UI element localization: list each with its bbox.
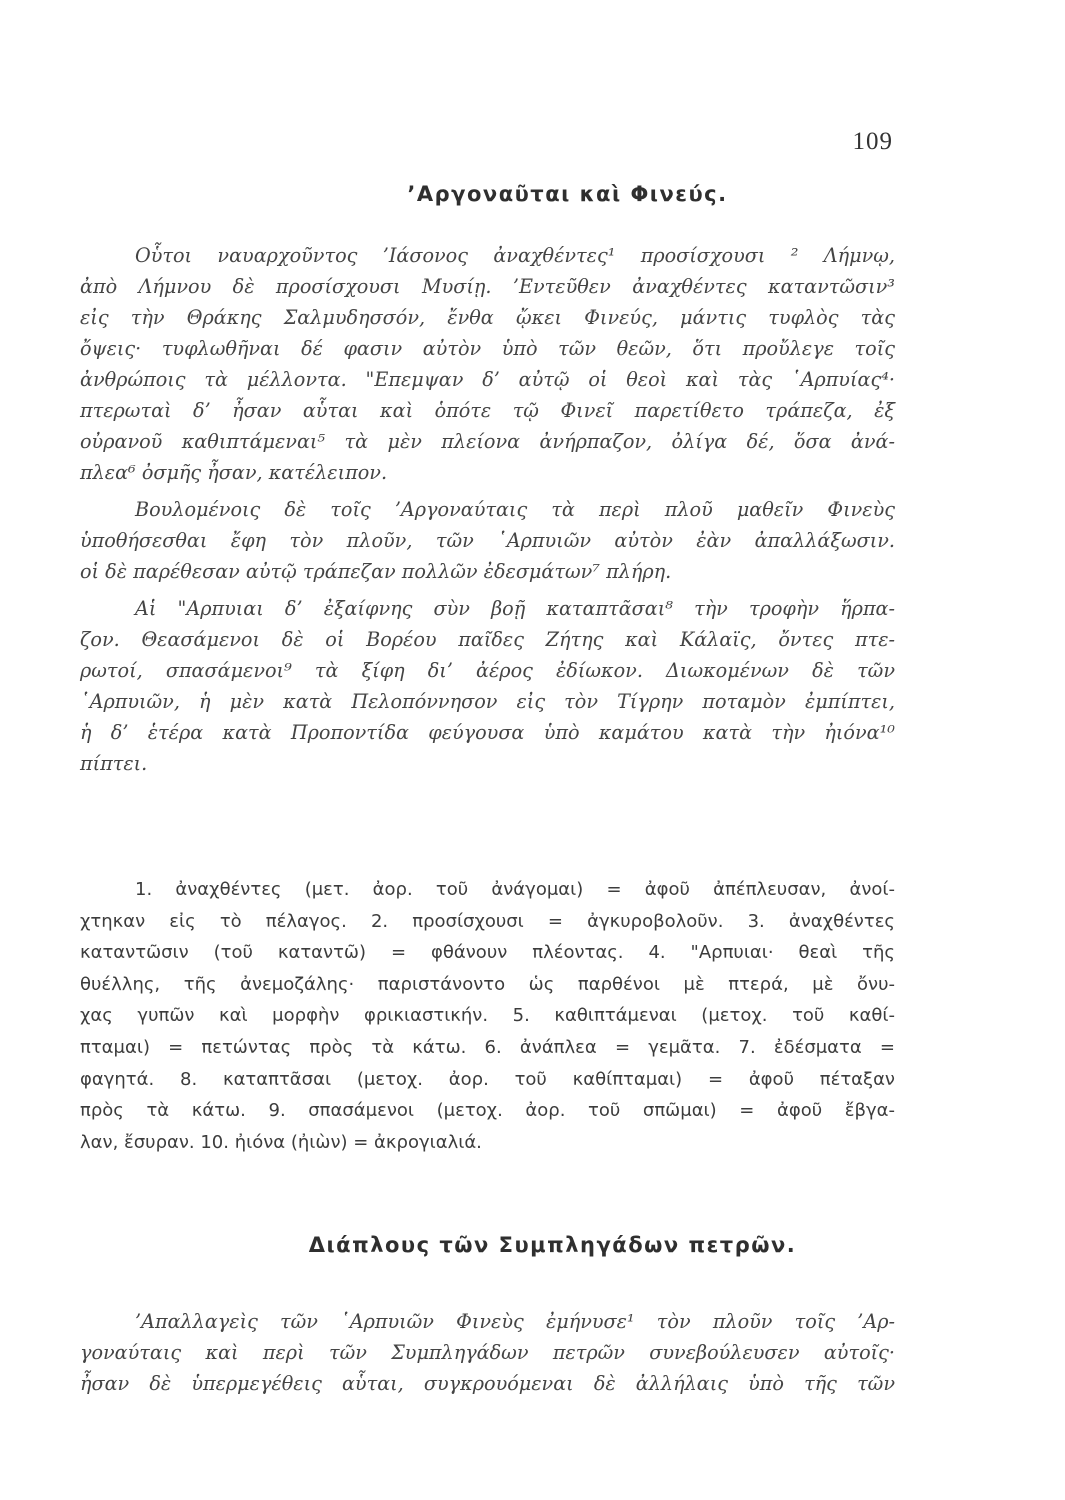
paragraph [80, 494, 895, 587]
section2-body [80, 1306, 895, 1399]
text-line: ἦσαν δὲ ὑπερμεγέθεις αὗται, συγκρουόμεναι δὲ ἀλλήλαις ὑπὸ τῆς τῶν [80, 1372, 895, 1395]
footnote-line: λαν, ἔσυραν. 10. ἠιόνα (ἠιὼν) = ἀκρογιαλιά. [80, 1131, 482, 1153]
text-line: πίπτει. [80, 752, 148, 775]
paragraph [80, 593, 895, 779]
text-line: ρωτοί, σπασάμενοι⁹ τὰ ξίφη δι’ ἀέρος ἐδίωκον. Διωκομένων δὲ τῶν [80, 659, 895, 682]
footnotes [80, 874, 895, 1158]
text-line: πτερωταὶ δ’ ἦσαν αὗται καὶ ὁπότε τῷ Φινεῖ παρετίθετο τράπεζα, ἐξ [80, 399, 895, 422]
text-line: πλεα⁶ ὀσμῆς ἦσαν, κατέλειπον. [80, 461, 388, 484]
paragraph [80, 240, 895, 488]
section-title-symplegades: Διάπλους τῶν Συμπληγάδων πετρῶν. [308, 1233, 797, 1257]
text-line: ὑποθήσεσθαι ἔφη τὸν πλοῦν, τῶν ῾Αρπυιῶν αὐτὸν ἐὰν ἀπαλλάξωσιν. [80, 529, 895, 552]
section-title-argonauts-phineus: ’Αργοναῦται καὶ Φινεύς. [407, 182, 728, 206]
text-line: ’Απαλλαγεὶς τῶν ῾Αρπυιῶν Φινεὺς ἐμήνυσε¹ τὸν πλοῦν τοῖς ’Αρ- [135, 1310, 895, 1333]
text-line: γοναύταις καὶ περὶ τῶν Συμπληγάδων πετρῶν συνεβούλευσεν αὐτοῖς· [80, 1341, 895, 1364]
text-line: οἱ δὲ παρέθεσαν αὐτῷ τράπεζαν πολλῶν ἐδεσμάτων⁷ πλήρη. [80, 560, 672, 583]
text-line: ἀνθρώποις τὰ μέλλοντα. "Επεμψαν δ’ αὐτῷ οἱ θεοὶ καὶ τὰς ῾Αρπυίας⁴· [80, 368, 895, 391]
text-line: ὄψεις· τυφλωθῆναι δέ φασιν αὐτὸν ὑπὸ τῶν θεῶν, ὅτι προὔλεγε τοῖς [80, 337, 895, 360]
text-line: Αἱ "Αρπυιαι δ’ ἐξαίφνης σὺν βοῇ καταπτᾶσαι⁸ τὴν τροφὴν ἥρπα- [135, 597, 895, 620]
footnote-line: καταντῶσιν (τοῦ καταντῶ) = φθάνουν πλέοντας. 4. "Αρπυιαι· θεαὶ τῆς [80, 942, 895, 964]
text-line: ἀπὸ Λήμνου δὲ προσίσχουσι Μυσίῃ. ’Εντεῦθεν ἀναχθέντες καταντῶσιν³ [80, 275, 895, 298]
text-line: ζον. Θεασάμενοι δὲ οἱ Βορέου παῖδες Ζήτης καὶ Κάλαϊς, ὄντες πτε- [80, 628, 895, 651]
footnote-line: πρὸς τὰ κάτω. 9. σπασάμενοι (μετοχ. ἀορ. τοῦ σπῶμαι) = ἀφοῦ ἔβγα- [80, 1100, 895, 1122]
text-line: ἡ δ’ ἑτέρα κατὰ Προποντίδα φεύγουσα ὑπὸ καμάτου κατὰ τὴν ἠιόνα¹⁰ [80, 721, 895, 744]
footnote-line: θυέλλης, τῆς ἀνεμοζάλης· παριστάνοντο ὡς παρθένοι μὲ πτερά, μὲ ὄνυ- [80, 973, 895, 995]
text-line: Οὗτοι ναυαρχοῦντος ’Ιάσονος ἀναχθέντες¹ προσίσχουσι ² Λήμνῳ, [135, 244, 895, 267]
footnote-line: χας γυπῶν καὶ μορφὴν φρικιαστικήν. 5. καθιπτάμεναι (μετοχ. τοῦ καθί- [80, 1005, 895, 1027]
text-line: οὐρανοῦ καθιπτάμεναι⁵ τὰ μὲν πλείονα ἀνήρπαζον, ὀλίγα δέ, ὅσα ἀνά- [80, 430, 895, 453]
page-number: 109 [852, 128, 893, 155]
text-line: ῾Αρπυιῶν, ἡ μὲν κατὰ Πελοπόννησον εἰς τὸν Τίγρην ποταμὸν ἐμπίπτει, [80, 690, 895, 713]
section1-body [80, 240, 895, 779]
text-line: Βουλομένοις δὲ τοῖς ’Αργοναύταις τὰ περὶ πλοῦ μαθεῖν Φινεὺς [135, 498, 895, 521]
footnote-line: πταμαι) = πετώντας πρὸς τὰ κάτω. 6. ἀνάπλεα = γεμᾶτα. 7. ἐδέσματα = [80, 1036, 895, 1058]
text-line: εἰς τὴν Θράκης Σαλμυδησσόν, ἔνθα ᾤκει Φινεύς, μάντις τυφλὸς τὰς [80, 306, 895, 329]
footnote-line: φαγητά. 8. καταπτᾶσαι (μετοχ. ἀορ. τοῦ καθίπταμαι) = ἀφοῦ πέταξαν [80, 1068, 895, 1090]
footnote-line: 1. ἀναχθέντες (μετ. ἀορ. τοῦ ἀνάγομαι) = ἀφοῦ ἀπέπλευσαν, ἀνοί- [135, 879, 895, 900]
footnote-line: χτηκαν εἰς τὸ πέλαγος. 2. προσίσχουσι = ἀγκυροβολοῦν. 3. ἀναχθέντες [80, 910, 895, 932]
